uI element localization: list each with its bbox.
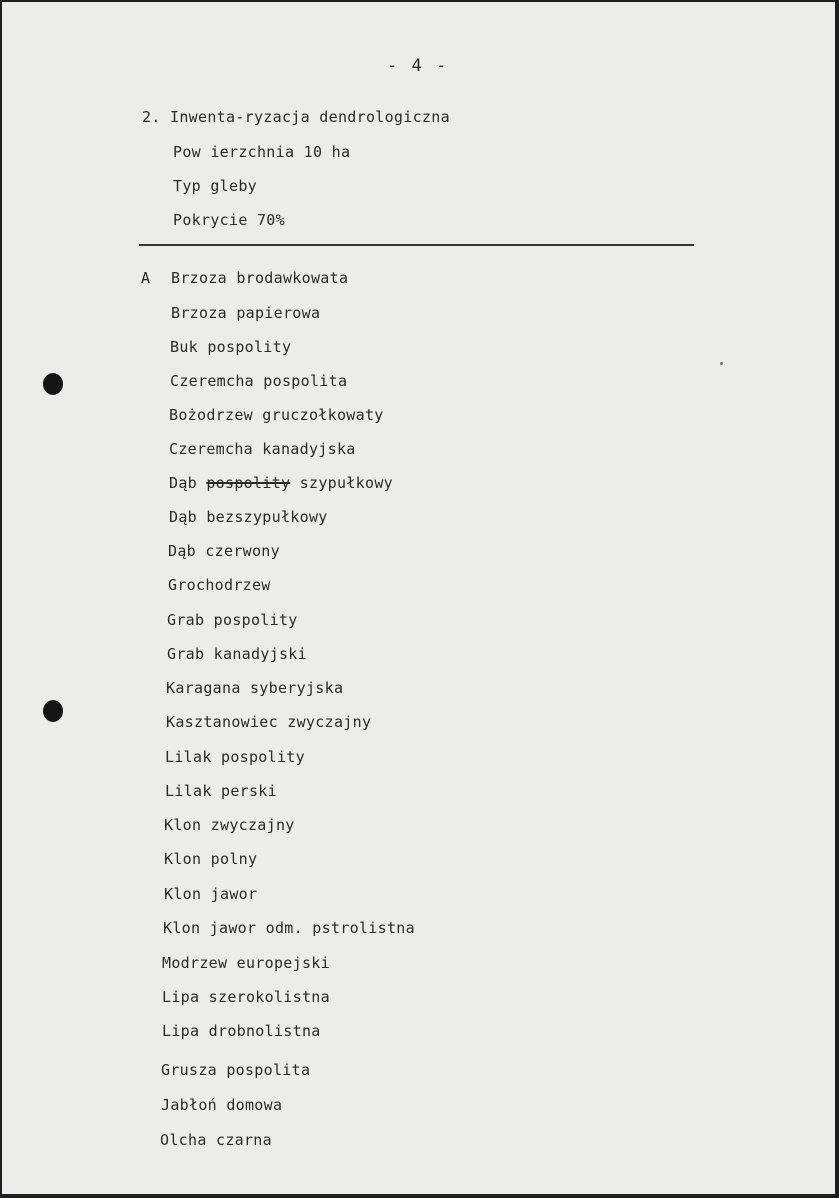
species-item: Kasztanowiec zwyczajny [166,713,372,731]
species-item: Grab pospolity [167,611,298,629]
species-item: Czeremcha kanadyjska [169,440,356,458]
soil-type-info: Typ gleby [173,177,257,195]
species-item: Lilak pospolity [165,748,305,766]
species-item: Klon zwyczajny [164,816,295,834]
struck-out-word: pospolity [206,474,291,492]
species-item: Klon jawor odm. pstrolistna [163,919,415,937]
document-page [2,2,835,1194]
section-letter: A [141,269,151,287]
species-item: Grusza pospolita [161,1061,311,1079]
species-item: Dąb czerwony [168,542,280,560]
species-epithet: szypułkowy [299,474,393,492]
species-item: Karagana syberyjska [166,679,344,697]
page-number: - 4 - [387,56,449,76]
species-item: Grochodrzew [168,576,271,594]
punch-hole-bottom [43,700,63,722]
species-item: Grab kanadyjski [167,645,307,663]
section-heading: 2. Inwenta-ryzacja dendrologiczna [142,108,450,126]
species-item: Lipa szerokolistna [162,988,330,1006]
divider-line [139,244,694,246]
species-item: Brzoza papierowa [171,304,321,322]
coverage-info: Pokrycie 70% [173,211,285,229]
species-item: Olcha czarna [160,1131,272,1149]
species-item: Bożodrzew gruczołkowaty [169,406,384,424]
paper-speck [720,362,723,365]
species-genus: Dąb [169,474,197,492]
species-item: Jabłoń domowa [161,1096,283,1114]
species-item: Dąb bezszypułkowy [169,508,328,526]
species-item: Brzoza brodawkowata [171,269,349,287]
species-item: Klon polny [164,850,258,868]
species-item: Lipa drobnolistna [162,1022,321,1040]
species-item: Buk pospolity [170,338,292,356]
species-item-corrected [169,474,393,492]
area-info: Pow ierzchnia 10 ha [173,143,351,161]
species-item: Lilak perski [165,782,277,800]
punch-hole-top [43,373,63,395]
species-item: Modrzew europejski [162,954,330,972]
species-item: Czeremcha pospolita [170,372,348,390]
species-item: Klon jawor [164,885,258,903]
